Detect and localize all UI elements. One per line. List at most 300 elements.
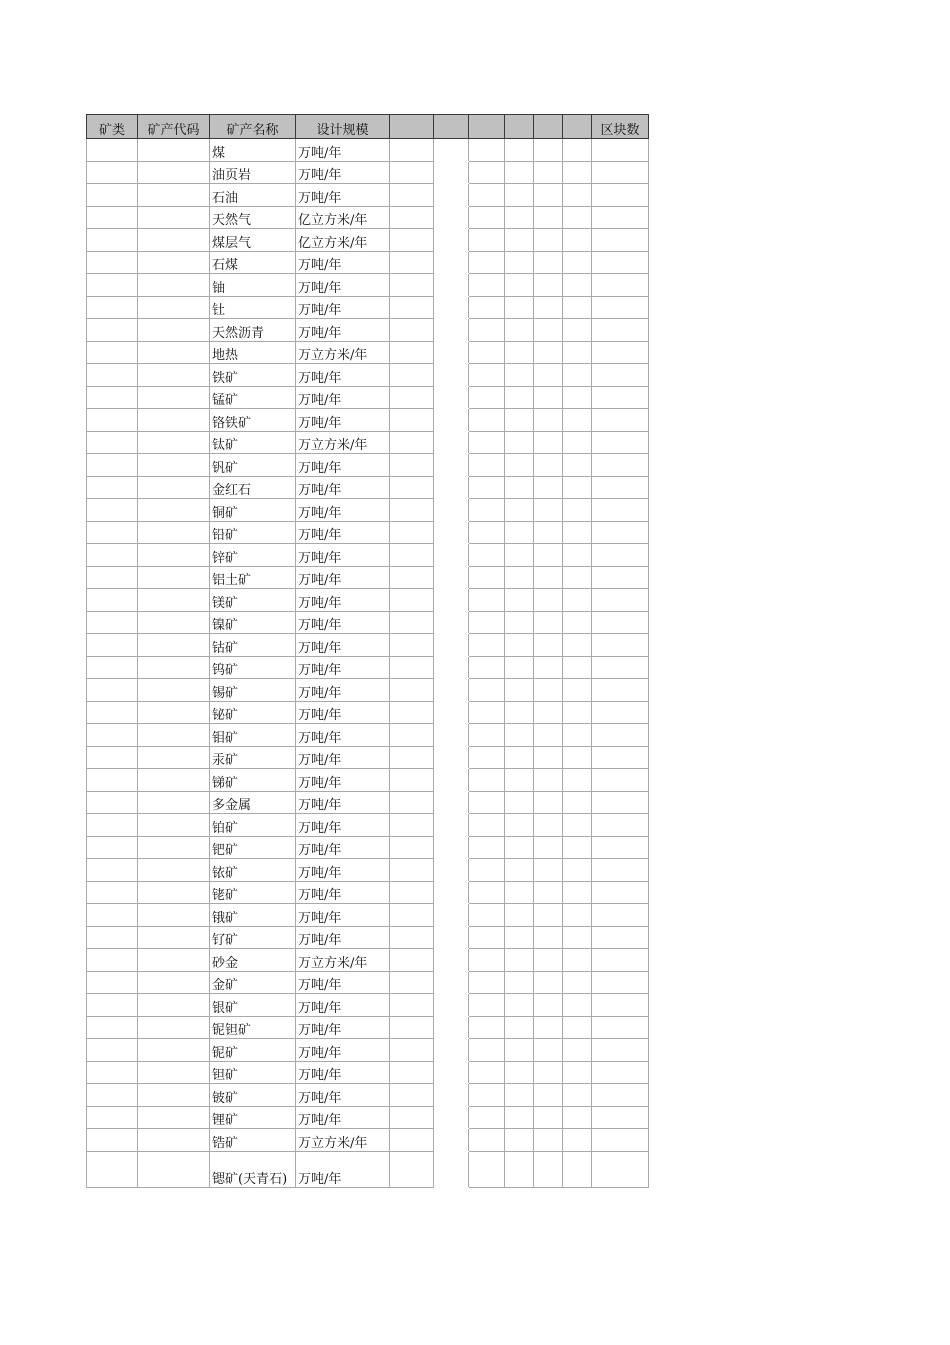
cell-blank[interactable] <box>434 274 469 297</box>
cell-blank[interactable] <box>469 139 505 162</box>
cell-mineral-name[interactable]: 铝土矿 <box>210 566 296 589</box>
cell-blank[interactable] <box>434 364 469 387</box>
cell-blank[interactable] <box>505 229 534 252</box>
cell-blank[interactable] <box>505 1151 534 1187</box>
cell-design-scale[interactable]: 万吨/年 <box>296 904 390 927</box>
cell-blank[interactable] <box>505 1016 534 1039</box>
cell-blank[interactable] <box>390 161 434 184</box>
cell-blank[interactable] <box>505 1129 534 1152</box>
cell-mineral-name[interactable]: 钽矿 <box>210 1061 296 1084</box>
cell-blank[interactable] <box>534 881 563 904</box>
cell-blank[interactable] <box>469 611 505 634</box>
cell-blank[interactable] <box>434 881 469 904</box>
cell-blank[interactable] <box>469 589 505 612</box>
cell-mineral-name[interactable]: 铑矿 <box>210 881 296 904</box>
cell-design-scale[interactable]: 万吨/年 <box>296 656 390 679</box>
cell-mineral-code[interactable] <box>138 1039 210 1062</box>
cell-block-count[interactable] <box>592 274 649 297</box>
cell-blank[interactable] <box>563 724 592 747</box>
cell-mineral-code[interactable] <box>138 881 210 904</box>
cell-blank[interactable] <box>505 904 534 927</box>
cell-design-scale[interactable]: 万吨/年 <box>296 184 390 207</box>
cell-blank[interactable] <box>505 589 534 612</box>
cell-mineral-name[interactable]: 锂矿 <box>210 1106 296 1129</box>
cell-block-count[interactable] <box>592 206 649 229</box>
cell-blank[interactable] <box>390 454 434 477</box>
cell-block-count[interactable] <box>592 296 649 319</box>
cell-block-count[interactable] <box>592 1129 649 1152</box>
cell-blank[interactable] <box>505 994 534 1017</box>
cell-mineral-class[interactable] <box>87 566 138 589</box>
cell-design-scale[interactable]: 万吨/年 <box>296 296 390 319</box>
cell-blank[interactable] <box>534 499 563 522</box>
cell-mineral-code[interactable] <box>138 319 210 342</box>
cell-mineral-class[interactable] <box>87 949 138 972</box>
cell-mineral-name[interactable]: 银矿 <box>210 994 296 1017</box>
cell-blank[interactable] <box>563 926 592 949</box>
cell-blank[interactable] <box>469 364 505 387</box>
cell-blank[interactable] <box>469 881 505 904</box>
cell-blank[interactable] <box>534 251 563 274</box>
cell-mineral-class[interactable] <box>87 409 138 432</box>
cell-blank[interactable] <box>434 566 469 589</box>
cell-blank[interactable] <box>534 521 563 544</box>
cell-block-count[interactable] <box>592 859 649 882</box>
cell-mineral-name[interactable]: 钌矿 <box>210 926 296 949</box>
cell-blank[interactable] <box>534 229 563 252</box>
cell-blank[interactable] <box>563 1039 592 1062</box>
cell-blank[interactable] <box>534 544 563 567</box>
cell-mineral-name[interactable]: 石油 <box>210 184 296 207</box>
cell-blank[interactable] <box>563 971 592 994</box>
cell-design-scale[interactable]: 亿立方米/年 <box>296 229 390 252</box>
cell-mineral-name[interactable]: 多金属 <box>210 791 296 814</box>
cell-mineral-name[interactable]: 镁矿 <box>210 589 296 612</box>
cell-blank[interactable] <box>505 566 534 589</box>
cell-blank[interactable] <box>434 724 469 747</box>
cell-blank[interactable] <box>434 184 469 207</box>
cell-mineral-code[interactable] <box>138 634 210 657</box>
cell-blank[interactable] <box>390 1106 434 1129</box>
cell-block-count[interactable] <box>592 949 649 972</box>
cell-blank[interactable] <box>390 521 434 544</box>
cell-blank[interactable] <box>469 679 505 702</box>
cell-blank[interactable] <box>390 724 434 747</box>
cell-blank[interactable] <box>434 589 469 612</box>
cell-blank[interactable] <box>469 476 505 499</box>
cell-mineral-code[interactable] <box>138 274 210 297</box>
cell-blank[interactable] <box>390 1129 434 1152</box>
cell-blank[interactable] <box>505 476 534 499</box>
cell-blank[interactable] <box>469 1039 505 1062</box>
cell-blank[interactable] <box>390 656 434 679</box>
cell-blank[interactable] <box>563 386 592 409</box>
cell-mineral-name[interactable]: 铋矿 <box>210 701 296 724</box>
cell-blank[interactable] <box>505 341 534 364</box>
cell-blank[interactable] <box>469 296 505 319</box>
cell-mineral-name[interactable]: 石煤 <box>210 251 296 274</box>
cell-mineral-class[interactable] <box>87 476 138 499</box>
cell-blank[interactable] <box>390 1151 434 1187</box>
cell-mineral-code[interactable] <box>138 926 210 949</box>
cell-blank[interactable] <box>434 701 469 724</box>
cell-blank[interactable] <box>505 791 534 814</box>
cell-blank[interactable] <box>534 926 563 949</box>
cell-blank[interactable] <box>390 769 434 792</box>
cell-blank[interactable] <box>505 544 534 567</box>
cell-blank[interactable] <box>534 184 563 207</box>
cell-mineral-code[interactable] <box>138 836 210 859</box>
cell-mineral-code[interactable] <box>138 791 210 814</box>
cell-blank[interactable] <box>469 634 505 657</box>
cell-blank[interactable] <box>534 1151 563 1187</box>
cell-block-count[interactable] <box>592 566 649 589</box>
cell-mineral-name[interactable]: 铱矿 <box>210 859 296 882</box>
cell-blank[interactable] <box>390 589 434 612</box>
cell-blank[interactable] <box>434 521 469 544</box>
cell-mineral-name[interactable]: 铀 <box>210 274 296 297</box>
cell-mineral-code[interactable] <box>138 1151 210 1187</box>
cell-mineral-code[interactable] <box>138 904 210 927</box>
cell-blank[interactable] <box>434 1039 469 1062</box>
cell-design-scale[interactable]: 万吨/年 <box>296 566 390 589</box>
cell-blank[interactable] <box>434 1129 469 1152</box>
cell-mineral-class[interactable] <box>87 971 138 994</box>
cell-mineral-name[interactable]: 铅矿 <box>210 521 296 544</box>
cell-mineral-class[interactable] <box>87 296 138 319</box>
cell-blank[interactable] <box>563 859 592 882</box>
cell-block-count[interactable] <box>592 1084 649 1107</box>
cell-mineral-class[interactable] <box>87 746 138 769</box>
cell-blank[interactable] <box>390 904 434 927</box>
cell-mineral-code[interactable] <box>138 679 210 702</box>
cell-block-count[interactable] <box>592 409 649 432</box>
cell-mineral-name[interactable]: 铬铁矿 <box>210 409 296 432</box>
cell-block-count[interactable] <box>592 656 649 679</box>
cell-blank[interactable] <box>534 1016 563 1039</box>
cell-blank[interactable] <box>469 341 505 364</box>
cell-block-count[interactable] <box>592 1061 649 1084</box>
cell-mineral-class[interactable] <box>87 724 138 747</box>
cell-blank[interactable] <box>534 949 563 972</box>
cell-mineral-code[interactable] <box>138 499 210 522</box>
cell-blank[interactable] <box>534 319 563 342</box>
cell-design-scale[interactable]: 万吨/年 <box>296 746 390 769</box>
cell-blank[interactable] <box>434 926 469 949</box>
cell-mineral-class[interactable] <box>87 341 138 364</box>
cell-blank[interactable] <box>390 611 434 634</box>
cell-blank[interactable] <box>534 161 563 184</box>
cell-mineral-code[interactable] <box>138 521 210 544</box>
cell-mineral-class[interactable] <box>87 139 138 162</box>
cell-design-scale[interactable]: 万立方米/年 <box>296 949 390 972</box>
cell-mineral-code[interactable] <box>138 296 210 319</box>
cell-design-scale[interactable]: 万吨/年 <box>296 161 390 184</box>
cell-design-scale[interactable]: 万吨/年 <box>296 589 390 612</box>
cell-blank[interactable] <box>390 341 434 364</box>
cell-mineral-code[interactable] <box>138 206 210 229</box>
cell-blank[interactable] <box>469 926 505 949</box>
cell-block-count[interactable] <box>592 679 649 702</box>
cell-mineral-class[interactable] <box>87 251 138 274</box>
cell-block-count[interactable] <box>592 544 649 567</box>
cell-design-scale[interactable]: 万吨/年 <box>296 274 390 297</box>
cell-blank[interactable] <box>469 1061 505 1084</box>
cell-mineral-class[interactable] <box>87 1129 138 1152</box>
cell-blank[interactable] <box>534 139 563 162</box>
cell-mineral-code[interactable] <box>138 161 210 184</box>
cell-design-scale[interactable]: 万吨/年 <box>296 724 390 747</box>
cell-mineral-code[interactable] <box>138 364 210 387</box>
cell-mineral-class[interactable] <box>87 1061 138 1084</box>
cell-blank[interactable] <box>390 544 434 567</box>
cell-block-count[interactable] <box>592 724 649 747</box>
cell-block-count[interactable] <box>592 139 649 162</box>
cell-blank[interactable] <box>534 1106 563 1129</box>
cell-blank[interactable] <box>534 904 563 927</box>
cell-blank[interactable] <box>534 1084 563 1107</box>
cell-design-scale[interactable]: 万吨/年 <box>296 1061 390 1084</box>
cell-blank[interactable] <box>390 791 434 814</box>
cell-design-scale[interactable]: 万吨/年 <box>296 634 390 657</box>
cell-mineral-name[interactable]: 锰矿 <box>210 386 296 409</box>
cell-mineral-class[interactable] <box>87 634 138 657</box>
cell-blank[interactable] <box>505 499 534 522</box>
cell-mineral-code[interactable] <box>138 949 210 972</box>
cell-blank[interactable] <box>505 251 534 274</box>
cell-mineral-name[interactable]: 镍矿 <box>210 611 296 634</box>
cell-blank[interactable] <box>505 814 534 837</box>
cell-mineral-name[interactable]: 地热 <box>210 341 296 364</box>
cell-blank[interactable] <box>390 431 434 454</box>
cell-blank[interactable] <box>505 364 534 387</box>
cell-blank[interactable] <box>534 971 563 994</box>
cell-mineral-class[interactable] <box>87 769 138 792</box>
cell-blank[interactable] <box>505 319 534 342</box>
cell-mineral-class[interactable] <box>87 589 138 612</box>
cell-block-count[interactable] <box>592 251 649 274</box>
cell-mineral-code[interactable] <box>138 139 210 162</box>
cell-blank[interactable] <box>534 769 563 792</box>
cell-blank[interactable] <box>390 566 434 589</box>
cell-mineral-name[interactable]: 铌钽矿 <box>210 1016 296 1039</box>
cell-block-count[interactable] <box>592 229 649 252</box>
cell-mineral-code[interactable] <box>138 971 210 994</box>
cell-mineral-name[interactable]: 锆矿 <box>210 1129 296 1152</box>
cell-mineral-name[interactable]: 天然气 <box>210 206 296 229</box>
cell-blank[interactable] <box>563 589 592 612</box>
cell-block-count[interactable] <box>592 791 649 814</box>
cell-mineral-class[interactable] <box>87 859 138 882</box>
cell-mineral-class[interactable] <box>87 611 138 634</box>
cell-blank[interactable] <box>563 544 592 567</box>
cell-blank[interactable] <box>390 1039 434 1062</box>
cell-blank[interactable] <box>505 1106 534 1129</box>
cell-blank[interactable] <box>390 634 434 657</box>
cell-blank[interactable] <box>563 499 592 522</box>
cell-blank[interactable] <box>563 701 592 724</box>
cell-blank[interactable] <box>469 521 505 544</box>
cell-blank[interactable] <box>505 926 534 949</box>
cell-blank[interactable] <box>563 229 592 252</box>
cell-mineral-name[interactable]: 铍矿 <box>210 1084 296 1107</box>
cell-block-count[interactable] <box>592 386 649 409</box>
cell-blank[interactable] <box>505 859 534 882</box>
cell-blank[interactable] <box>390 364 434 387</box>
cell-mineral-code[interactable] <box>138 1084 210 1107</box>
cell-blank[interactable] <box>505 409 534 432</box>
cell-block-count[interactable] <box>592 161 649 184</box>
cell-block-count[interactable] <box>592 431 649 454</box>
cell-blank[interactable] <box>434 1151 469 1187</box>
cell-blank[interactable] <box>534 791 563 814</box>
cell-design-scale[interactable]: 万吨/年 <box>296 499 390 522</box>
cell-blank[interactable] <box>390 994 434 1017</box>
cell-blank[interactable] <box>469 431 505 454</box>
cell-blank[interactable] <box>434 904 469 927</box>
cell-blank[interactable] <box>505 184 534 207</box>
cell-mineral-name[interactable]: 铌矿 <box>210 1039 296 1062</box>
cell-design-scale[interactable]: 万吨/年 <box>296 454 390 477</box>
cell-block-count[interactable] <box>592 904 649 927</box>
cell-design-scale[interactable]: 万吨/年 <box>296 521 390 544</box>
cell-blank[interactable] <box>469 1084 505 1107</box>
cell-blank[interactable] <box>434 679 469 702</box>
cell-mineral-code[interactable] <box>138 184 210 207</box>
cell-block-count[interactable] <box>592 521 649 544</box>
cell-mineral-name[interactable]: 钴矿 <box>210 634 296 657</box>
cell-mineral-code[interactable] <box>138 409 210 432</box>
cell-mineral-name[interactable]: 铂矿 <box>210 814 296 837</box>
cell-blank[interactable] <box>534 701 563 724</box>
cell-mineral-class[interactable] <box>87 994 138 1017</box>
cell-blank[interactable] <box>563 206 592 229</box>
cell-blank[interactable] <box>563 364 592 387</box>
cell-mineral-name[interactable]: 锌矿 <box>210 544 296 567</box>
cell-blank[interactable] <box>469 409 505 432</box>
cell-blank[interactable] <box>534 566 563 589</box>
cell-block-count[interactable] <box>592 634 649 657</box>
cell-blank[interactable] <box>563 949 592 972</box>
cell-blank[interactable] <box>469 206 505 229</box>
cell-blank[interactable] <box>563 139 592 162</box>
cell-blank[interactable] <box>534 611 563 634</box>
cell-blank[interactable] <box>563 881 592 904</box>
cell-mineral-class[interactable] <box>87 881 138 904</box>
cell-blank[interactable] <box>469 701 505 724</box>
cell-blank[interactable] <box>434 139 469 162</box>
cell-design-scale[interactable]: 万立方米/年 <box>296 341 390 364</box>
cell-design-scale[interactable]: 万吨/年 <box>296 1151 390 1187</box>
cell-design-scale[interactable]: 亿立方米/年 <box>296 206 390 229</box>
cell-block-count[interactable] <box>592 319 649 342</box>
cell-block-count[interactable] <box>592 926 649 949</box>
cell-design-scale[interactable]: 万吨/年 <box>296 251 390 274</box>
cell-block-count[interactable] <box>592 454 649 477</box>
cell-mineral-code[interactable] <box>138 994 210 1017</box>
cell-design-scale[interactable]: 万吨/年 <box>296 319 390 342</box>
cell-design-scale[interactable]: 万吨/年 <box>296 1106 390 1129</box>
cell-mineral-name[interactable]: 钒矿 <box>210 454 296 477</box>
cell-blank[interactable] <box>505 1061 534 1084</box>
cell-mineral-code[interactable] <box>138 1129 210 1152</box>
cell-blank[interactable] <box>563 1016 592 1039</box>
cell-blank[interactable] <box>390 1016 434 1039</box>
cell-block-count[interactable] <box>592 1151 649 1187</box>
cell-blank[interactable] <box>505 1084 534 1107</box>
cell-mineral-class[interactable] <box>87 904 138 927</box>
cell-blank[interactable] <box>534 724 563 747</box>
cell-mineral-class[interactable] <box>87 364 138 387</box>
cell-mineral-code[interactable] <box>138 454 210 477</box>
cell-block-count[interactable] <box>592 701 649 724</box>
cell-mineral-name[interactable]: 锑矿 <box>210 769 296 792</box>
cell-blank[interactable] <box>563 431 592 454</box>
cell-blank[interactable] <box>390 139 434 162</box>
cell-block-count[interactable] <box>592 184 649 207</box>
cell-blank[interactable] <box>434 994 469 1017</box>
cell-blank[interactable] <box>505 1039 534 1062</box>
cell-blank[interactable] <box>434 454 469 477</box>
cell-blank[interactable] <box>563 476 592 499</box>
cell-blank[interactable] <box>469 746 505 769</box>
cell-blank[interactable] <box>390 499 434 522</box>
cell-blank[interactable] <box>434 161 469 184</box>
cell-blank[interactable] <box>563 521 592 544</box>
cell-blank[interactable] <box>563 1106 592 1129</box>
cell-blank[interactable] <box>390 881 434 904</box>
cell-blank[interactable] <box>390 409 434 432</box>
cell-blank[interactable] <box>563 611 592 634</box>
cell-block-count[interactable] <box>592 1039 649 1062</box>
cell-blank[interactable] <box>534 1039 563 1062</box>
cell-mineral-code[interactable] <box>138 701 210 724</box>
cell-blank[interactable] <box>563 251 592 274</box>
cell-blank[interactable] <box>563 814 592 837</box>
cell-blank[interactable] <box>390 926 434 949</box>
cell-mineral-name[interactable]: 金矿 <box>210 971 296 994</box>
cell-mineral-code[interactable] <box>138 544 210 567</box>
cell-blank[interactable] <box>390 746 434 769</box>
cell-block-count[interactable] <box>592 499 649 522</box>
cell-mineral-code[interactable] <box>138 589 210 612</box>
cell-blank[interactable] <box>434 386 469 409</box>
cell-blank[interactable] <box>534 634 563 657</box>
cell-mineral-class[interactable] <box>87 656 138 679</box>
cell-mineral-name[interactable]: 锇矿 <box>210 904 296 927</box>
cell-blank[interactable] <box>505 679 534 702</box>
cell-blank[interactable] <box>505 431 534 454</box>
cell-blank[interactable] <box>434 341 469 364</box>
cell-blank[interactable] <box>434 229 469 252</box>
cell-blank[interactable] <box>469 1151 505 1187</box>
cell-mineral-class[interactable] <box>87 206 138 229</box>
cell-blank[interactable] <box>434 769 469 792</box>
cell-mineral-name[interactable]: 砂金 <box>210 949 296 972</box>
cell-blank[interactable] <box>505 949 534 972</box>
cell-mineral-class[interactable] <box>87 386 138 409</box>
cell-design-scale[interactable]: 万吨/年 <box>296 859 390 882</box>
cell-blank[interactable] <box>390 476 434 499</box>
cell-blank[interactable] <box>534 994 563 1017</box>
cell-blank[interactable] <box>469 791 505 814</box>
cell-blank[interactable] <box>390 296 434 319</box>
cell-mineral-class[interactable] <box>87 1016 138 1039</box>
cell-mineral-code[interactable] <box>138 1016 210 1039</box>
cell-mineral-class[interactable] <box>87 521 138 544</box>
cell-mineral-class[interactable] <box>87 544 138 567</box>
cell-blank[interactable] <box>505 206 534 229</box>
